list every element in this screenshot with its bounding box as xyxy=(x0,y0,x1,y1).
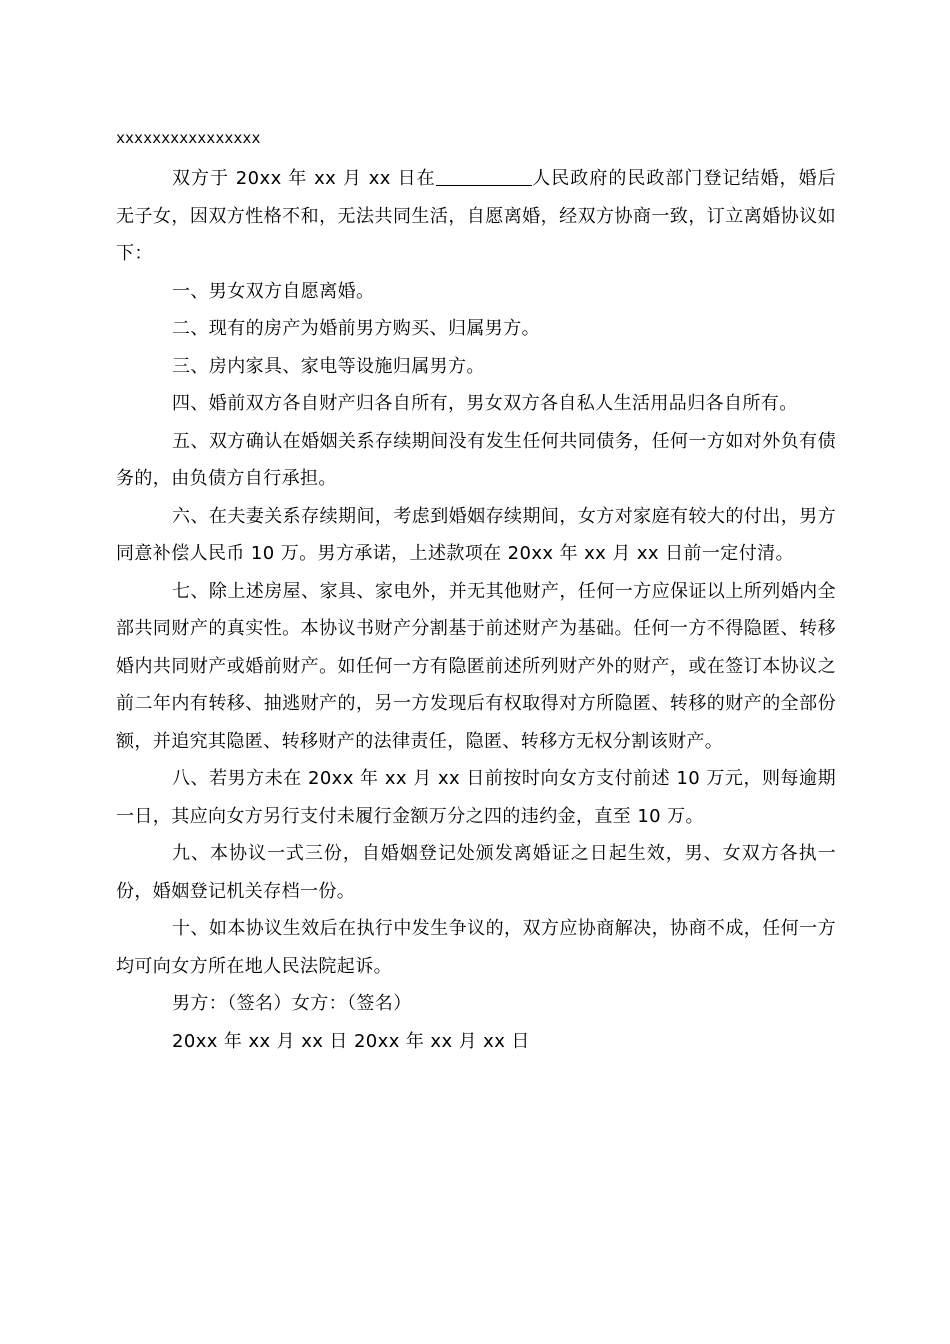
intro-paragraph xyxy=(116,160,836,273)
clause-2: 二、现有的房产为婚前男方购买、归属男方。 xyxy=(172,318,540,339)
clause-5: 五、双方确认在婚姻关系存续期间没有发生任何共同债务，任何一方如对外负有债务的，由负债方自行承担。 xyxy=(116,430,836,489)
clause-7: 七、除上述房屋、家具、家电外，并无其他财产，任何一方应保证以上所列婚内全部共同财产的真实性。本协议书财产分割基于前述财产为基础。任何一方不得隐匿、转移婚内共同财产或婚前财产。如任何一方有隐匿前述所列财产外的财产，或在签订本协议之前二年内有转移、抽逃财产的，另一方发现后有权取得对方所隐匿、转移的财产的全部份额，并追究其隐匿、转移财产的法律责任，隐匿、转移方无权分割该财产。 xyxy=(116,580,836,752)
intro-text-start: 双方于 20xx 年 xx 月 xx 日在 xyxy=(172,168,436,189)
date-line: 20xx 年 xx 月 xx 日 20xx 年 xx 月 xx 日 xyxy=(172,1030,530,1052)
clause-6: 六、在夫妻关系存续期间，考虑到婚姻存续期间，女方对家庭有较大的付出，男方同意补偿人民币 10 万。男方承诺，上述款项在 20xx 年 xx 月 xx 日前一定付清。 xyxy=(116,505,836,564)
clause-1: 一、男女双方自愿离婚。 xyxy=(172,280,375,302)
clause-8: 八、若男方未在 20xx 年 xx 月 xx 日前按时向女方支付前述 10 万元，则每逾期一日，其应向女方另行支付未履行金额万分之四的违约金，直至 10 万。 xyxy=(116,768,836,827)
intro-text-end: 人民政府的民政部门登记结婚，婚后无子女，因双方性格不和，无法共同生活，自愿离婚，经双方协商一致，订立离婚协议如下： xyxy=(116,168,836,264)
clause-10: 十、如本协议生效后在执行中发生争议的，双方应协商解决，协商不成，任何一方均可向女方所在地人民法院起诉。 xyxy=(116,918,836,977)
document-body xyxy=(116,160,836,1060)
document-header: xxxxxxxxxxxxxxxx xyxy=(116,129,261,147)
clause-3: 三、房内家具、家电等设施归属男方。 xyxy=(172,355,485,377)
signature-line: 男方：（签名）女方：（签名） xyxy=(172,993,412,1014)
clause-4: 四、婚前双方各自财产归各自所有，男女双方各自私人生活用品归各自所有。 xyxy=(172,393,798,414)
clause-9: 九、本协议一式三份，自婚姻登记处颁发离婚证之日起生效，男、女双方各执一份，婚姻登记机关存档一份。 xyxy=(116,843,836,902)
fill-in-blank xyxy=(436,167,532,186)
